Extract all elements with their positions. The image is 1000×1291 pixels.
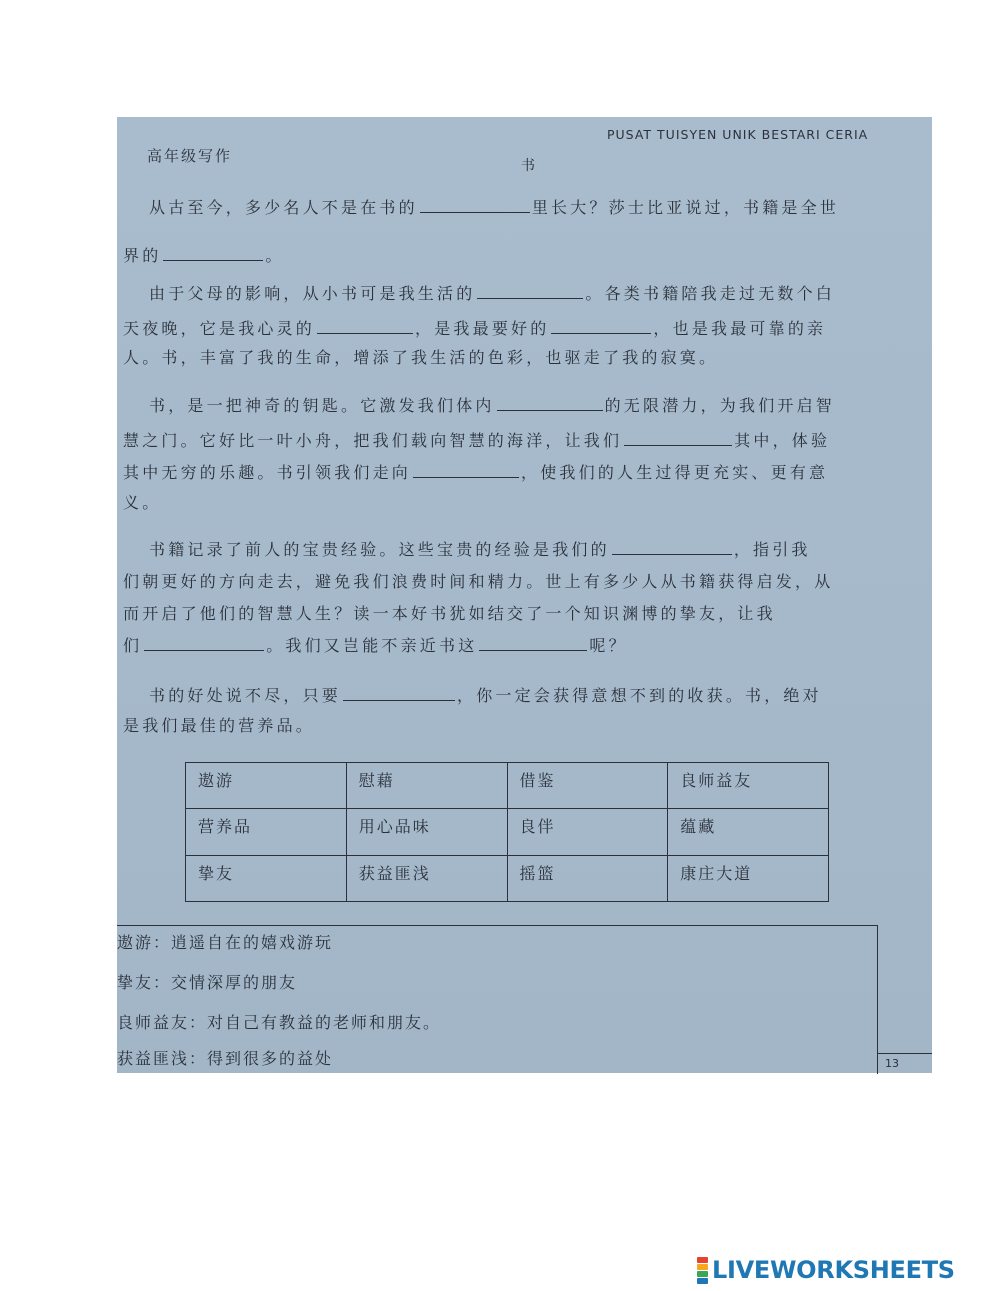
blank-12[interactable]	[343, 686, 455, 701]
worksheet-level: 高年级写作	[147, 147, 233, 165]
text: 而开启了他们的智慧人生？读一本好书犹如结交了一个知识渊博的挚友，让我	[123, 604, 776, 623]
blank-3[interactable]	[477, 284, 583, 299]
paragraph-2-line-3	[123, 345, 718, 368]
school-name: PUSAT TUISYEN UNIK BESTARI CERIA	[607, 127, 869, 142]
word-cell: 良师益友	[668, 763, 829, 809]
blank-7[interactable]	[624, 431, 732, 446]
text: 其中，体验	[734, 431, 831, 450]
worksheet-title: 书	[521, 158, 535, 174]
text: 慧之门。它好比一叶小舟，把我们载向智慧的海洋，让我们	[123, 431, 623, 450]
liveworksheets-logo-icon	[697, 1256, 708, 1284]
paragraph-4-line-3	[123, 601, 776, 624]
text: 界的	[123, 246, 162, 265]
text: 们朝更好的方向走去，避免我们浪费时间和精力。世上有多少人从书籍获得启发，从	[123, 572, 834, 591]
brand-name: LIVEWORKSHEETS	[712, 1256, 955, 1284]
paragraph-3-line-1	[149, 393, 835, 416]
word-cell: 获益匪浅	[346, 855, 507, 901]
word-cell: 用心品味	[346, 809, 507, 855]
paragraph-4-line-1	[149, 537, 811, 560]
glossary-item: 获益匪浅：得到很多的益处	[117, 1049, 334, 1068]
blank-2[interactable]	[163, 246, 263, 261]
page-number-box	[877, 1053, 932, 1074]
table-row	[186, 763, 829, 809]
word-cell: 营养品	[186, 809, 347, 855]
word-cell: 蕴藏	[668, 809, 829, 855]
blank-6[interactable]	[497, 396, 603, 411]
worksheet-scan	[117, 117, 932, 1073]
glossary-box	[117, 925, 878, 1074]
word-cell: 康庄大道	[668, 855, 829, 901]
blank-10[interactable]	[144, 636, 264, 651]
page-number: 13	[885, 1057, 899, 1070]
word-cell: 摇篮	[507, 855, 668, 901]
text: 从古至今，多少名人不是在书的	[149, 198, 418, 217]
text: ，指引我	[733, 540, 811, 559]
text: ，你一定会获得意想不到的收获。书，绝对	[457, 686, 822, 705]
text: 义。	[123, 493, 162, 512]
word-bank-table	[185, 762, 829, 902]
paragraph-2-line-1	[149, 281, 835, 304]
paragraph-1-line-2	[123, 243, 285, 266]
blank-11[interactable]	[479, 636, 587, 651]
text: 。	[265, 246, 285, 265]
text: 由于父母的影响，从小书可是我生活的	[149, 284, 476, 303]
word-cell: 遨游	[186, 763, 347, 809]
text: ，使我们的人生过得更充实、更有意	[521, 463, 829, 482]
text: 是我们最佳的营养品。	[123, 716, 316, 735]
text: 书籍记录了前人的宝贵经验。这些宝贵的经验是我们的	[149, 540, 610, 559]
text: 的无限潜力，为我们开启智	[604, 396, 836, 415]
table-row	[186, 855, 829, 901]
paragraph-3-line-4	[123, 490, 161, 513]
text: 里长大？莎士比亚说过，书籍是全世	[531, 198, 840, 217]
paragraph-5-line-1	[149, 683, 822, 706]
paragraph-1-line-1	[149, 195, 839, 218]
text: 天夜晚，它是我心灵的	[123, 319, 316, 338]
text: 。我们又岂能不亲近书这	[266, 636, 478, 655]
word-cell: 挚友	[186, 855, 347, 901]
paragraph-4-line-2	[123, 569, 833, 592]
liveworksheets-logo[interactable]	[697, 1255, 955, 1285]
paragraph-3-line-2	[123, 428, 830, 451]
word-cell: 慰藉	[346, 763, 507, 809]
text: 呢？	[589, 636, 628, 655]
blank-8[interactable]	[413, 463, 519, 478]
paragraph-4-line-4	[123, 633, 628, 656]
text: 其中无穷的乐趣。书引领我们走向	[123, 463, 412, 482]
blank-9[interactable]	[612, 540, 732, 555]
text: ，是我最要好的	[415, 319, 550, 338]
blank-1[interactable]	[420, 198, 530, 213]
text: 们	[123, 636, 143, 655]
table-row	[186, 809, 829, 855]
text: 书，是一把神奇的钥匙。它激发我们体内	[149, 396, 495, 415]
glossary-item: 挚友：交情深厚的朋友	[117, 973, 298, 992]
glossary-item: 良师益友：对自己有教益的老师和朋友。	[117, 1013, 442, 1032]
blank-4[interactable]	[317, 319, 413, 334]
text: ，也是我最可靠的亲	[653, 319, 827, 338]
paragraph-2-line-2	[123, 316, 826, 339]
paragraph-3-line-3	[123, 460, 828, 483]
text: 书的好处说不尽，只要	[149, 686, 342, 705]
glossary-item: 遨游：逍遥自在的嬉戏游玩	[117, 933, 334, 952]
word-cell: 借鉴	[507, 763, 668, 809]
blank-5[interactable]	[551, 319, 651, 334]
text: 人。书，丰富了我的生命，增添了我生活的色彩，也驱走了我的寂寞。	[123, 348, 719, 367]
word-cell: 良伴	[507, 809, 668, 855]
text: 。各类书籍陪我走过无数个白	[585, 284, 836, 303]
paragraph-5-line-2	[123, 713, 315, 736]
